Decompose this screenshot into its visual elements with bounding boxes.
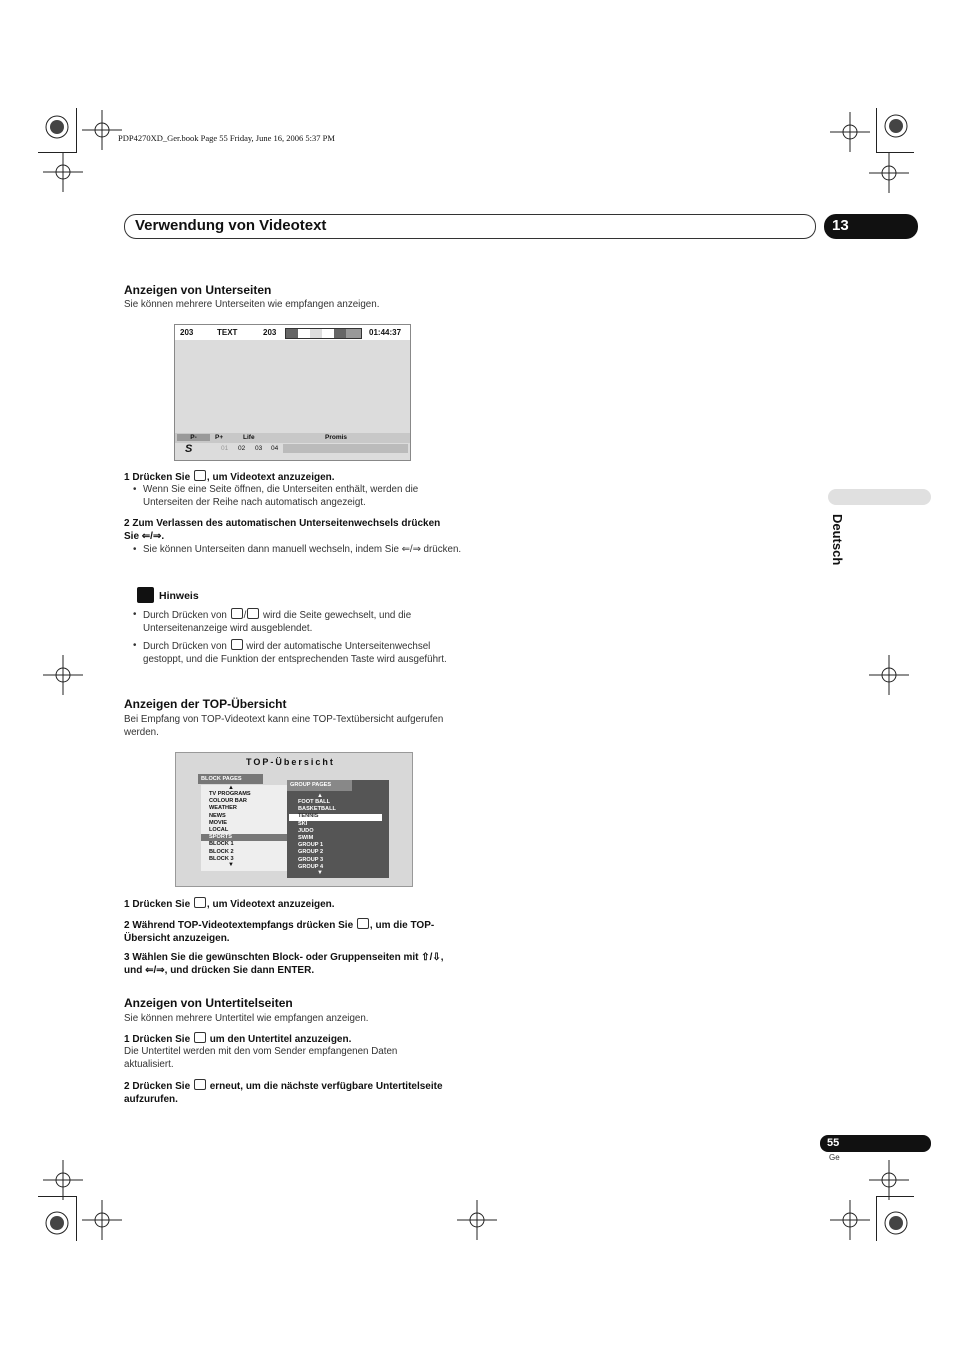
- step-1: 1 Drücken Sie , um Videotext anzuzeigen.: [124, 899, 335, 910]
- p-plus-label: P+: [215, 434, 224, 441]
- section-title: Anzeigen der TOP-Übersicht: [124, 697, 287, 711]
- subpage-number: 02: [238, 445, 246, 452]
- promis-label: Promis: [325, 434, 348, 441]
- bullet: • Wenn Sie eine Seite öffnen, die Unterseiten enthält, werden die Unterseiten der Reihe nach automatisch angezeigt.: [143, 483, 463, 509]
- step-1: 1 Drücken Sie , um Videotext anzuzeigen.: [124, 472, 335, 483]
- top-overview-title: TOP-Übersicht: [246, 757, 335, 767]
- step-description: Die Untertitel werden mit den vom Sender empfangenen Daten aktualisiert.: [124, 1046, 398, 1070]
- hold-button-icon: [231, 639, 243, 650]
- teletext-fastext-bar: [175, 433, 410, 443]
- subpage-blank: [283, 444, 408, 453]
- file-header: PDP4270XD_Ger.book Page 55 Friday, June 16, 2006 5:37 PM: [118, 133, 335, 143]
- crop-line: [76, 1196, 77, 1241]
- group-header: GROUP PAGES: [287, 780, 352, 791]
- section-intro: Bei Empfang von TOP-Videotext kann eine TOP-Textübersicht aufgerufen werden.: [124, 714, 444, 738]
- subpage-number: 01: [221, 445, 229, 452]
- language-tab: [828, 489, 931, 505]
- note-pencil-icon: [137, 587, 154, 603]
- index-button-icon: [357, 918, 369, 929]
- registration-mark-icon: [37, 107, 77, 147]
- page-number-badge: [820, 1135, 931, 1152]
- block-list-items: TV PROGRAMS COLOUR BAR WEATHER NEWS MOVIE LOCAL SPORTS BLOCK 1 BLOCK 2 BLOCK 3: [209, 791, 251, 862]
- crosshair-icon: [830, 1200, 870, 1240]
- top-overview-screen: [175, 752, 413, 887]
- subtitle-button-icon: [194, 1079, 206, 1090]
- group-pages-list: [287, 780, 389, 878]
- chapter-number-badge: [824, 214, 918, 239]
- scroll-up-icon: ▲: [228, 785, 234, 791]
- registration-mark-icon: [37, 1203, 77, 1243]
- crosshair-icon: [82, 1200, 122, 1240]
- page-number: 55: [827, 1137, 840, 1149]
- crop-line: [876, 1196, 877, 1241]
- section-intro: Sie können mehrere Unterseiten wie empfangen anzeigen.: [124, 299, 380, 310]
- registration-mark-icon: [876, 106, 916, 146]
- crosshair-icon: [869, 655, 909, 695]
- teletext-button-icon: [194, 897, 206, 908]
- crop-line: [876, 1196, 914, 1197]
- crosshair-icon: [43, 655, 83, 695]
- hint-bullet: • Durch Drücken von wird der automatische Unterseitenwechsel gestoppt, und die Funktion der entsprechenden Taste wird ausgeführt.: [143, 639, 463, 666]
- crosshair-icon: [43, 1160, 83, 1200]
- chapter-header: [124, 214, 816, 239]
- subpage-number: 03: [255, 445, 263, 452]
- crop-line: [38, 152, 76, 153]
- page-number-right: 203: [263, 328, 277, 337]
- page-language-code: Ge: [829, 1153, 840, 1162]
- crop-line: [876, 108, 877, 153]
- subpage-icon: S: [185, 443, 193, 455]
- language-label: Deutsch: [830, 514, 845, 566]
- teletext-label: TEXT: [217, 328, 238, 337]
- chapter-title: Verwendung von Videotext: [135, 217, 327, 234]
- crop-line: [76, 108, 77, 153]
- block-header: BLOCK PAGES: [198, 774, 263, 784]
- p-minus-label: P-: [177, 434, 210, 441]
- crosshair-icon: [457, 1200, 497, 1240]
- crosshair-icon: [869, 1160, 909, 1200]
- chapter-number: 13: [832, 217, 849, 234]
- section-title: Anzeigen von Unterseiten: [124, 283, 272, 297]
- crosshair-icon: [82, 110, 122, 150]
- scroll-up-icon: ▲: [317, 793, 323, 799]
- bullet: • Sie können Unterseiten dann manuell wechseln, indem Sie ⇐/⇒ drücken.: [143, 543, 463, 556]
- step-2: 2 Zum Verlassen des automatischen Unterseitenwechsels drücken Sie ⇐/⇒.: [124, 518, 441, 542]
- subpage-progress: [285, 328, 362, 339]
- registration-mark-icon: [876, 1203, 916, 1243]
- crop-line: [38, 1196, 76, 1197]
- crosshair-icon: [869, 153, 909, 193]
- group-list-items: FOOT BALL BASKETBALL TENNIS SKI JUDO SWIM GROUP 1 GROUP 2 GROUP 3 GROUP 4: [298, 799, 336, 870]
- page-up-button-icon: [231, 608, 243, 619]
- page-down-button-icon: [247, 608, 259, 619]
- scroll-down-icon: ▼: [228, 862, 234, 868]
- page-number-left: 203: [180, 328, 194, 337]
- hint-bullet: • Durch Drücken von / wird die Seite gewechselt, und die Unterseitenanzeige wird ausgeblendet.: [143, 608, 463, 635]
- step-2: 2 Drücken Sie erneut, um die nächste verfügbare Untertitelseite aufzurufen.: [124, 1081, 443, 1105]
- clock: 01:44:37: [369, 328, 402, 337]
- teletext-screen: [174, 324, 411, 461]
- scroll-down-icon: ▼: [317, 870, 323, 876]
- section-title: Anzeigen von Untertitelseiten: [124, 996, 293, 1010]
- teletext-status-bar: [175, 325, 410, 340]
- hint-title: Hinweis: [159, 590, 199, 602]
- subtitle-button-icon: [194, 1032, 206, 1043]
- subpage-number: 04: [271, 445, 279, 452]
- crosshair-icon: [43, 152, 83, 192]
- step-1: 1 Drücken Sie um den Untertitel anzuzeigen.: [124, 1034, 352, 1045]
- step-2: 2 Während TOP-Videotextempfangs drücken Sie , um die TOP-Übersicht anzuzeigen.: [124, 920, 435, 944]
- section-intro: Sie können mehrere Untertitel wie empfangen anzeigen.: [124, 1013, 369, 1024]
- step-3: 3 Wählen Sie die gewünschten Block- oder Gruppenseiten mit ⇧/⇩, und ⇐/⇒, und drücken Sie dann ENTER.: [124, 952, 444, 976]
- subpage-row: [175, 444, 410, 454]
- teletext-button-icon: [194, 470, 206, 481]
- crop-line: [876, 152, 914, 153]
- crosshair-icon: [830, 112, 870, 152]
- life-label: Life: [243, 434, 255, 441]
